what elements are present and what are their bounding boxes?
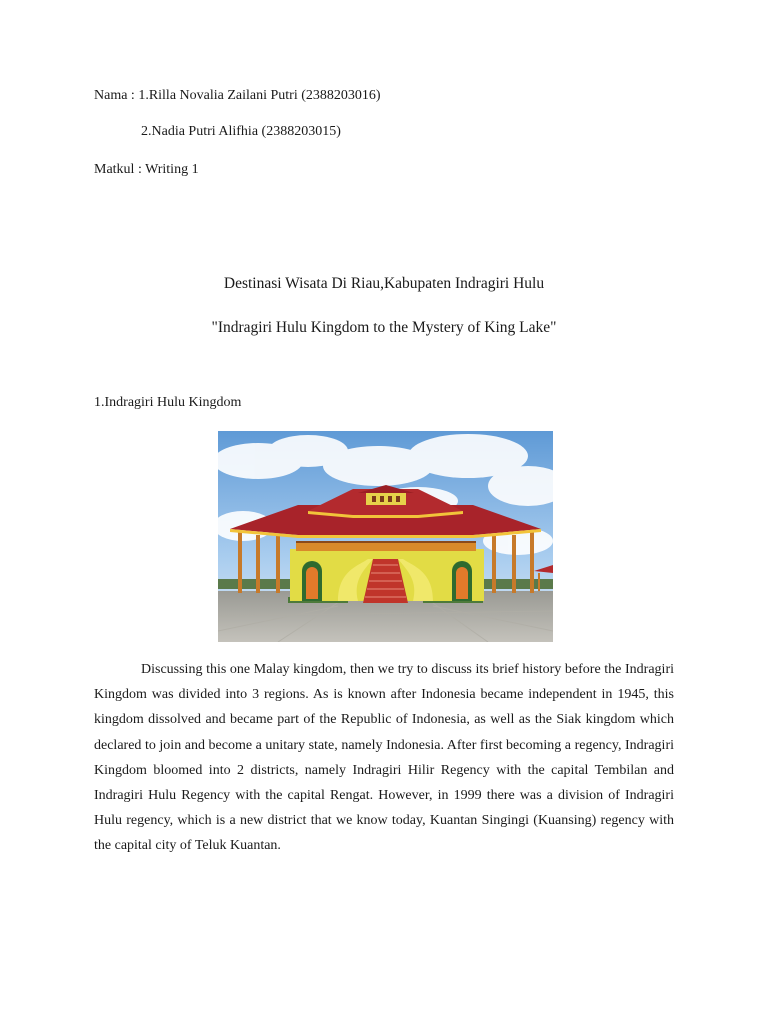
palace-photo [218,431,553,642]
course-label: Matkul : Writing 1 [94,162,199,177]
document-title: Destinasi Wisata Di Riau,Kabupaten Indragiri Hulu [223,275,545,292]
body-paragraph: Discussing this one Malay kingdom, then we try to discuss its brief history before the Indragiri Kingdom was divided into 3 regions. As is known after Indonesia became independent in 1945, this kingdom dissolved and became part of the Republic of Indonesia, as well as the Siak kingdom which declared to join and become a unitary state, namely Indonesia. After first becoming a regency, Indragiri Kingdom bloomed into 2 districts, namely Indragiri Hilir Regency with the capital Tembilan and Indragiri Hulu Regency with the capital Rengat. However, in 1999 there was a division of Indragiri Hulu regency, which is a new district that we know today, Kuantan Singingi (Kuansing) regency with the capital city of Teluk Kuantan. [94,662,674,854]
student-name-1: Nama : 1.Rilla Novalia Zailani Putri (2388203016) [94,88,381,103]
section-heading: 1.Indragiri Hulu Kingdom [94,395,242,410]
student-name-2: 2.Nadia Putri Alifhia (2388203015) [141,124,341,139]
document-subtitle: "Indragiri Hulu Kingdom to the Mystery of King Lake" [211,319,557,336]
